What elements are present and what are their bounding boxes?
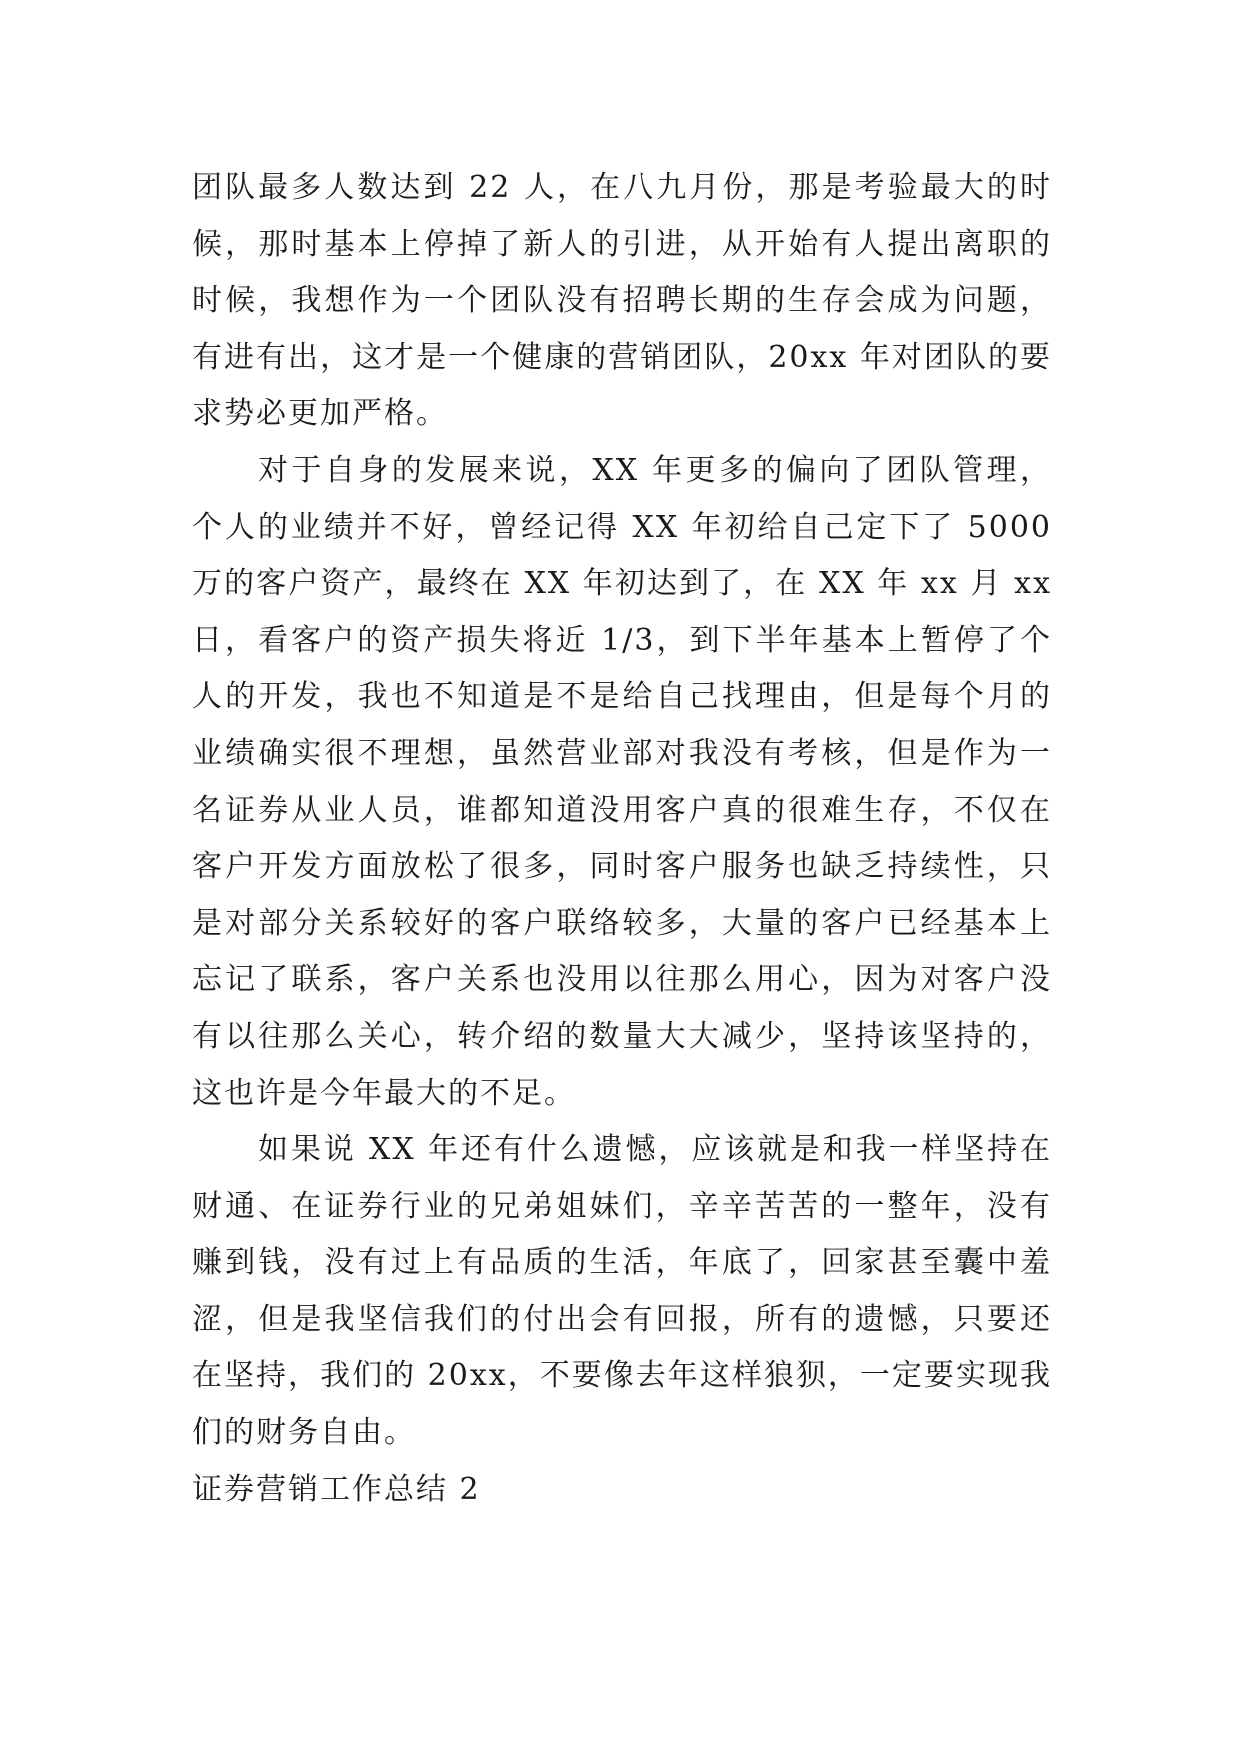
- document-body: [192, 160, 1052, 1518]
- paragraph-regrets: 如果说 XX 年还有什么遗憾，应该就是和我一样坚持在财通、在证券行业的兄弟姐妹们，辛辛苦苦的一整年，没有赚到钱，没有过上有品质的生活，年底了，回家甚至囊中羞涩，但是我坚信我们的付出会有回报，所有的遗憾，只要还在坚持，我们的 20xx，不要像去年这样狼狈，一定要实现我们的财务自由。: [192, 1132, 1052, 1451]
- paragraph-team-size: 团队最多人数达到 22 人，在八九月份，那是考验最大的时候，那时基本上停掉了新人的引进，从开始有人提出离职的时候，我想作为一个团队没有招聘长期的生存会成为问题，有进有出，这才是一个健康的营销团队，20xx 年对团队的要求势必更加严格。: [192, 170, 1052, 432]
- section-heading: 证券营销工作总结 2: [192, 1471, 481, 1507]
- paragraph-self-development: 对于自身的发展来说，XX 年更多的偏向了团队管理，个人的业绩并不好，曾经记得 XX 年初给自己定下了 5000 万的客户资产，最终在 XX 年初达到了，在 XX 年 xx 月 xx 日，看客户的资产损失将近 1/3，到下半年基本上暂停了个人的开发，我也不知道是不是给自己找理由，但是每个月的业绩确实很不理想，虽然营业部对我没有考核，但是作为一名证券从业人员，谁都知道没用客户真的很难生存，不仅在客户开发方面放松了很多，同时客户服务也缺乏持续性，只是对部分关系较好的客户联络较多，大量的客户已经基本上忘记了联系，客户关系也没用以往那么用心，因为对客户没有以往那么关心，转介绍的数量大大减少，坚持该坚持的，这也许是今年最大的不足。: [192, 452, 1052, 1111]
